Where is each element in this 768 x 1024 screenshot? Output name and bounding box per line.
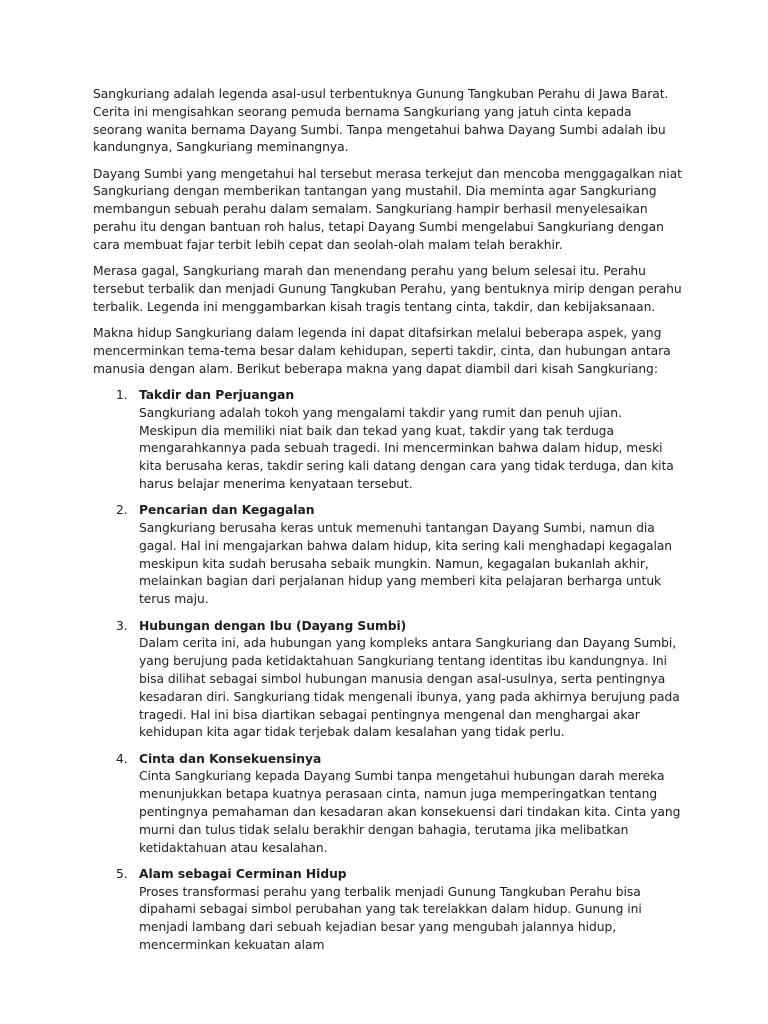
list-item-body: Cinta Sangkuriang kepada Dayang Sumbi tanpa mengetahui hubungan darah mereka menunjukkan betapa kuatnya perasaan cinta, namun juga memperingatkan tentang pentingnya pemahaman dan kesadaran akan konsekuensi dari tindakan kita. Cinta yang murni dan tulus tidak selalu berakhir dengan bahagia, terutama jika melibatkan ketidaktahuan atau kesalahan. bbox=[139, 769, 681, 855]
list-item-number: 5. bbox=[116, 866, 128, 881]
list-item-number: 2. bbox=[116, 503, 128, 518]
outcome-paragraph: Merasa gagal, Sangkuriang marah dan menendang perahu yang belum selesai itu. Perahu tersebut terbalik dan menjadi Gunung Tangkuban Perahu, yang bentuknya mirip dengan perahu terbalik. Legenda ini menggambarkan kisah tragis tentang cinta, takdir, dan kebijaksanaan. bbox=[93, 264, 682, 314]
list-item-number: 1. bbox=[116, 387, 128, 402]
meaning-intro-paragraph: Makna hidup Sangkuriang dalam legenda ini dapat ditafsirkan melalui beberapa aspek, yang mencerminkan tema-tema besar dalam kehidupan, seperti takdir, cinta, dan hubungan antara manusia dengan alam. Berikut beberapa makna yang dapat diambil dari kisah Sangkuriang: bbox=[93, 326, 671, 376]
list-item-title: Cinta dan Konsekuensinya bbox=[139, 751, 322, 766]
intro-paragraph: Sangkuriang adalah legenda asal-usul terbentuknya Gunung Tangkuban Perahu di Jawa Barat. Cerita ini mengisahkan seorang pemuda bernama Sangkuriang yang jatuh cinta kepada seorang wanita bernama Dayang Sumbi. Tanpa mengetahui bahwa Dayang Sumbi adalah ibu kandungnya, Sangkuriang meminangnya. bbox=[93, 87, 669, 155]
list-item-body: Sangkuriang adalah tokoh yang mengalami takdir yang rumit dan penuh ujian. Meskipun dia memiliki niat baik dan tekad yang kuat, takdir yang tak terduga mengarahkannya pada sebuah tragedi. Ini mencerminkan bahwa dalam hidup, meski kita berusaha keras, takdir sering kali datang dengan cara yang tidak terduga, dan kita harus belajar menerima kenyataan tersebut. bbox=[139, 405, 674, 491]
challenge-paragraph: Dayang Sumbi yang mengetahui hal tersebut merasa terkejut dan mencoba menggagalkan niat Sangkuriang dengan memberikan tantangan yang mustahil. Dia meminta agar Sangkuriang membangun sebuah perahu dalam semalam. Sangkuriang hampir berhasil menyelesaikan perahu itu dengan bantuan roh halus, tetapi Dayang Sumbi mengelabui Sangkuriang dengan cara membuat fajar terbit lebih cepat dan seolah-olah malam telah berakhir. bbox=[93, 166, 682, 252]
document-body bbox=[93, 86, 683, 963]
list-item bbox=[93, 866, 683, 955]
list-item-title: Hubungan dengan Ibu (Dayang Sumbi) bbox=[139, 618, 407, 633]
list-item-body: Proses transformasi perahu yang terbalik menjadi Gunung Tangkuban Perahu bisa dipahami sebagai simbol perubahan yang tak terelakkan dalam hidup. Gunung ini menjadi lambang dari sebuah kejadian besar yang mengubah jalannya hidup, mencerminkan kekuatan alam bbox=[139, 884, 642, 953]
list-item-number: 4. bbox=[116, 751, 128, 766]
list-item-title: Takdir dan Perjuangan bbox=[139, 387, 295, 402]
meaning-list bbox=[93, 387, 683, 955]
list-item-body: Sangkuriang berusaha keras untuk memenuhi tantangan Dayang Sumbi, namun dia gagal. Hal ini mengajarkan bahwa dalam hidup, kita sering kali menghadapi kegagalan meskipun kita sudah berusaha sebaik mungkin. Namun, kegagalan bukanlah akhir, melainkan bagian dari perjalanan hidup yang memberi kita pelajaran berharga untuk terus maju. bbox=[139, 521, 673, 607]
list-item-number: 3. bbox=[116, 618, 128, 633]
list-item-title: Alam sebagai Cerminan Hidup bbox=[139, 866, 347, 881]
list-item bbox=[93, 618, 683, 743]
list-item bbox=[93, 387, 683, 494]
list-item bbox=[93, 751, 683, 858]
list-item-title: Pencarian dan Kegagalan bbox=[139, 503, 315, 518]
list-item bbox=[93, 502, 683, 609]
list-item-body: Dalam cerita ini, ada hubungan yang kompleks antara Sangkuriang dan Dayang Sumbi, yang berujung pada ketidaktahuan Sangkuriang tentang identitas ibu kandungnya. Ini bisa dilihat sebagai simbol hubungan manusia dengan asal-usulnya, serta pentingnya kesadaran diri. Sangkuriang tidak mengenali ibunya, yang pada akhirnya berujung pada tragedi. Hal ini bisa diartikan sebagai pentingnya mengenal dan menghargai akar kehidupan kita agar tidak terjebak dalam kesalahan yang tidak perlu. bbox=[139, 636, 680, 740]
